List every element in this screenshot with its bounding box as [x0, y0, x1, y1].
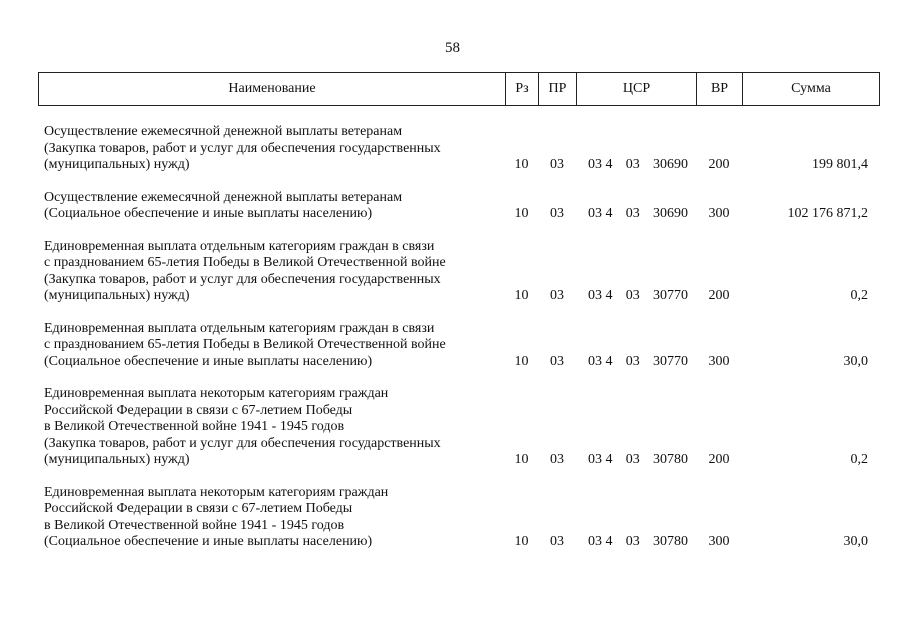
header-csr: ЦСР [577, 73, 697, 105]
row-name-line: с празднованием 65-летия Победы в Великой Отечественной войне [44, 255, 446, 270]
row-csr-part: 30780 [653, 534, 688, 549]
row-rz: 10 [514, 288, 529, 303]
row-rz: 10 [514, 534, 529, 549]
row-csr-part: 03 [625, 452, 640, 467]
row-pr: 03 [550, 206, 564, 221]
row-sum: 30,0 [843, 534, 868, 549]
page-number: 58 [445, 40, 460, 56]
row-csr-part: 03 4 [588, 206, 613, 221]
row-name-line: с празднованием 65-летия Победы в Великой Отечественной войне [44, 337, 446, 352]
row-rz: 10 [514, 206, 529, 221]
row-csr [576, 288, 696, 305]
header-vr: ВР [697, 73, 743, 105]
row-sum: 0,2 [850, 288, 868, 303]
row-csr-part: 03 [625, 288, 640, 303]
row-name-line: в Великой Отечественной войне 1941 - 1945 годов [44, 517, 345, 533]
row-vr: 200 [708, 288, 730, 303]
row-name-line: Единовременная выплата отдельным категориям граждан в связи [44, 320, 435, 336]
row-name-line: (Социальное обеспечение и иные выплаты населению) [44, 534, 373, 549]
row-csr-part: 30780 [653, 452, 688, 467]
row-name [44, 239, 505, 305]
row-name-line: (муниципальных) нужд) [44, 452, 190, 467]
row-pr: 03 [550, 452, 564, 467]
row-name-line: Российской Федерации в связи с 67-летием Победы [44, 402, 353, 418]
row-name [44, 124, 505, 174]
row-sum: 199 801,4 [812, 157, 868, 172]
row-csr-part: 30690 [653, 206, 688, 221]
row-name-line: (муниципальных) нужд) [44, 157, 190, 172]
row-pr: 03 [550, 288, 564, 303]
row-csr-part: 03 4 [588, 157, 613, 172]
row-name-line: Единовременная выплата отдельным категориям граждан в связи [44, 238, 435, 254]
header-pr: ПР [539, 73, 577, 105]
table-row [44, 386, 880, 469]
row-name [44, 321, 505, 371]
row-vr: 300 [708, 353, 730, 369]
row-name-line: Осуществление ежемесячной денежной выплаты ветеранам [44, 124, 403, 139]
row-name-line: (Закупка товаров, работ и услуг для обеспечения государственных [44, 140, 441, 156]
row-csr-part: 03 4 [588, 353, 613, 369]
row-csr-part: 03 [625, 157, 640, 172]
table-row [44, 485, 880, 551]
row-name-line: (Закупка товаров, работ и услуг для обеспечения государственных [44, 435, 441, 451]
table-row [44, 239, 880, 305]
row-name [44, 190, 505, 223]
row-name-line: (Социальное обеспечение и иные выплаты населению) [44, 206, 373, 221]
row-csr-part: 03 4 [588, 288, 613, 303]
row-pr: 03 [550, 534, 564, 549]
header-rz: Рз [506, 73, 539, 105]
row-vr: 200 [708, 157, 730, 172]
row-rz: 10 [514, 452, 529, 467]
row-csr-part: 30690 [653, 157, 688, 172]
row-sum: 0,2 [850, 452, 868, 467]
table-row [44, 124, 880, 174]
row-csr [576, 354, 696, 371]
row-name-line: Единовременная выплата некоторым категориям граждан [44, 386, 389, 401]
row-name-line: в Великой Отечественной войне 1941 - 1945 годов [44, 419, 345, 434]
row-sum: 102 176 871,2 [787, 206, 868, 221]
row-csr-part: 03 [625, 534, 640, 549]
row-pr: 03 [550, 157, 564, 172]
header-name: Наименование [39, 73, 506, 105]
row-name-line: (Социальное обеспечение и иные выплаты населению) [44, 353, 373, 369]
row-name-line: Единовременная выплата некоторым категориям граждан [44, 484, 389, 500]
row-csr [576, 452, 696, 469]
row-csr [576, 534, 696, 551]
row-name-line: Российской Федерации в связи с 67-летием Победы [44, 501, 353, 516]
row-csr-part: 03 [625, 353, 640, 369]
row-pr: 03 [550, 353, 564, 369]
row-csr [576, 157, 696, 174]
table-body [44, 124, 880, 567]
row-sum: 30,0 [843, 353, 868, 369]
row-csr-part: 03 [625, 206, 640, 221]
table-row [44, 321, 880, 371]
row-name [44, 485, 505, 551]
row-rz: 10 [514, 353, 529, 369]
row-csr-part: 03 4 [588, 534, 613, 549]
row-name-line: (муниципальных) нужд) [44, 288, 190, 303]
row-vr: 200 [708, 452, 730, 467]
row-name-line: Осуществление ежемесячной денежной выплаты ветеранам [44, 189, 403, 205]
row-vr: 300 [708, 206, 730, 221]
row-rz: 10 [514, 157, 529, 172]
row-name [44, 386, 505, 469]
header-sum: Сумма [791, 81, 831, 96]
row-csr-part: 30770 [653, 288, 688, 303]
row-csr-part: 03 4 [588, 452, 613, 467]
row-name-line: (Закупка товаров, работ и услуг для обеспечения государственных [44, 271, 441, 287]
table-row [44, 190, 880, 223]
table-header [38, 72, 880, 106]
row-vr: 300 [708, 534, 730, 549]
row-csr-part: 30770 [653, 353, 688, 369]
row-csr [576, 206, 696, 223]
